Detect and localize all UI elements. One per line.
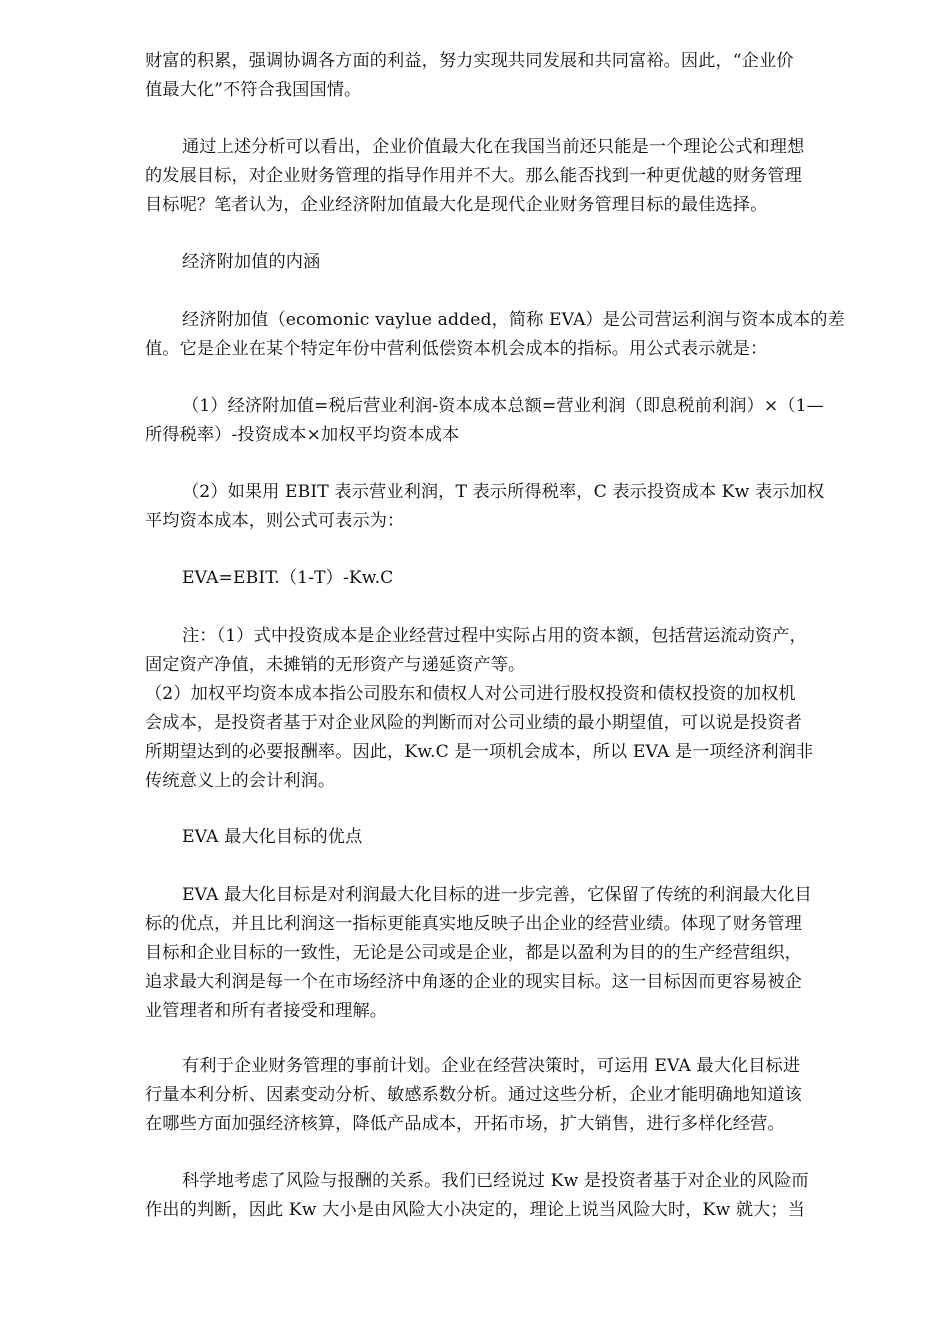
text-line: 会成本，是投资者基于对企业风险的判断而对公司业绩的最小期望值，可以说是投资者	[145, 713, 802, 733]
text-line: 目标呢？笔者认为，企业经济附加值最大化是现代企业财务管理目标的最佳选择。	[145, 195, 768, 215]
paragraph-analysis-conclusion	[145, 133, 875, 220]
section-heading-eva-meaning	[145, 248, 875, 277]
paragraph-eva-definition	[145, 306, 875, 364]
text-line: 财富的积累，强调协调各方面的利益，努力实现共同发展和共同富裕。因此，“企业价	[145, 51, 794, 71]
text-line: （2）如果用 EBIT 表示营业利润，T 表示所得税率，C 表示投资成本 Kw 表示加权	[182, 482, 825, 502]
paragraph-eva-improvement	[145, 881, 875, 1026]
text-line: 追求最大利润是每一个在市场经济中角逐的企业的现实目标。这一目标因而更容易被企	[145, 972, 802, 992]
paragraph-formula-1	[145, 392, 875, 450]
text-line: 作出的判断，因此 Kw 大小是由风险大小决定的，理论上说当风险大时，Kw 就大；当	[145, 1200, 805, 1220]
text-line: 行量本利分析、因素变动分析、敏感系数分析。通过这些分析，企业才能明确地知道该	[145, 1085, 802, 1105]
text-line: 业管理者和所有者接受和理解。	[145, 1001, 388, 1021]
text-line: 通过上述分析可以看出，企业价值最大化在我国当前还只能是一个理论公式和理想	[182, 137, 805, 157]
text-line: 所得税率）-投资成本×加权平均资本成本	[145, 425, 460, 445]
paragraph-national-conditions	[145, 47, 875, 105]
text-line: 标的优点，并且比利润这一指标更能真实地反映子出企业的经营业绩。体现了财务管理	[145, 914, 802, 934]
text-line: （1）经济附加值=税后营业利润-资本成本总额=营业利润（即息税前利润）×（1—	[182, 396, 824, 416]
formula-text: EVA=EBIT.（1-T）-Kw.C	[182, 568, 394, 588]
text-line: 平均资本成本，则公式可表示为：	[145, 511, 405, 531]
text-line: 值最大化”不符合我国国情。	[145, 80, 362, 100]
paragraph-advance-planning	[145, 1052, 875, 1139]
paragraph-formula-2	[145, 478, 875, 536]
paragraph-notes	[145, 622, 875, 796]
text-line: 传统意义上的会计利润。	[145, 771, 336, 791]
heading-text: EVA 最大化目标的优点	[182, 827, 363, 847]
eva-formula	[145, 564, 875, 593]
text-line: 目标和企业目标的一致性，无论是公司或是企业，都是以盈利为目的的生产经营组织，	[145, 943, 802, 963]
text-line: 固定资产净值，未摊销的无形资产与递延资产等。	[145, 655, 526, 675]
text-line: 在哪些方面加强经济核算，降低产品成本，开拓市场，扩大销售，进行多样化经营。	[145, 1114, 785, 1134]
text-line: 经济附加值（ecomonic vaylue added，简称 EVA）是公司营运利润与资本成本的差	[182, 310, 845, 330]
text-line: 值。它是企业在某个特定年份中营利低偿资本机会成本的指标。用公式表示就是：	[145, 339, 768, 359]
text-line: EVA 最大化目标是对利润最大化目标的进一步完善，它保留了传统的利润最大化目	[182, 885, 812, 905]
text-line: 的发展目标，对企业财务管理的指导作用并不大。那么能否找到一种更优越的财务管理	[145, 166, 802, 186]
heading-text: 经济附加值的内涵	[182, 252, 321, 272]
paragraph-risk-reward	[145, 1167, 875, 1225]
text-line: 所期望达到的必要报酬率。因此，Kw.C 是一项机会成本，所以 EVA 是一项经济利润非	[145, 742, 814, 762]
text-line: 有利于企业财务管理的事前计划。企业在经营决策时，可运用 EVA 最大化目标进	[182, 1056, 801, 1076]
section-heading-eva-advantages	[145, 823, 875, 852]
text-line: （2）加权平均资本成本指公司股东和债权人对公司进行股权投资和债权投资的加权机	[145, 684, 796, 704]
text-line: 注：（1）式中投资成本是企业经营过程中实际占用的资本额，包括营运流动资产，	[182, 626, 807, 646]
text-line: 科学地考虑了风险与报酬的关系。我们已经说过 Kw 是投资者基于对企业的风险而	[182, 1171, 809, 1191]
